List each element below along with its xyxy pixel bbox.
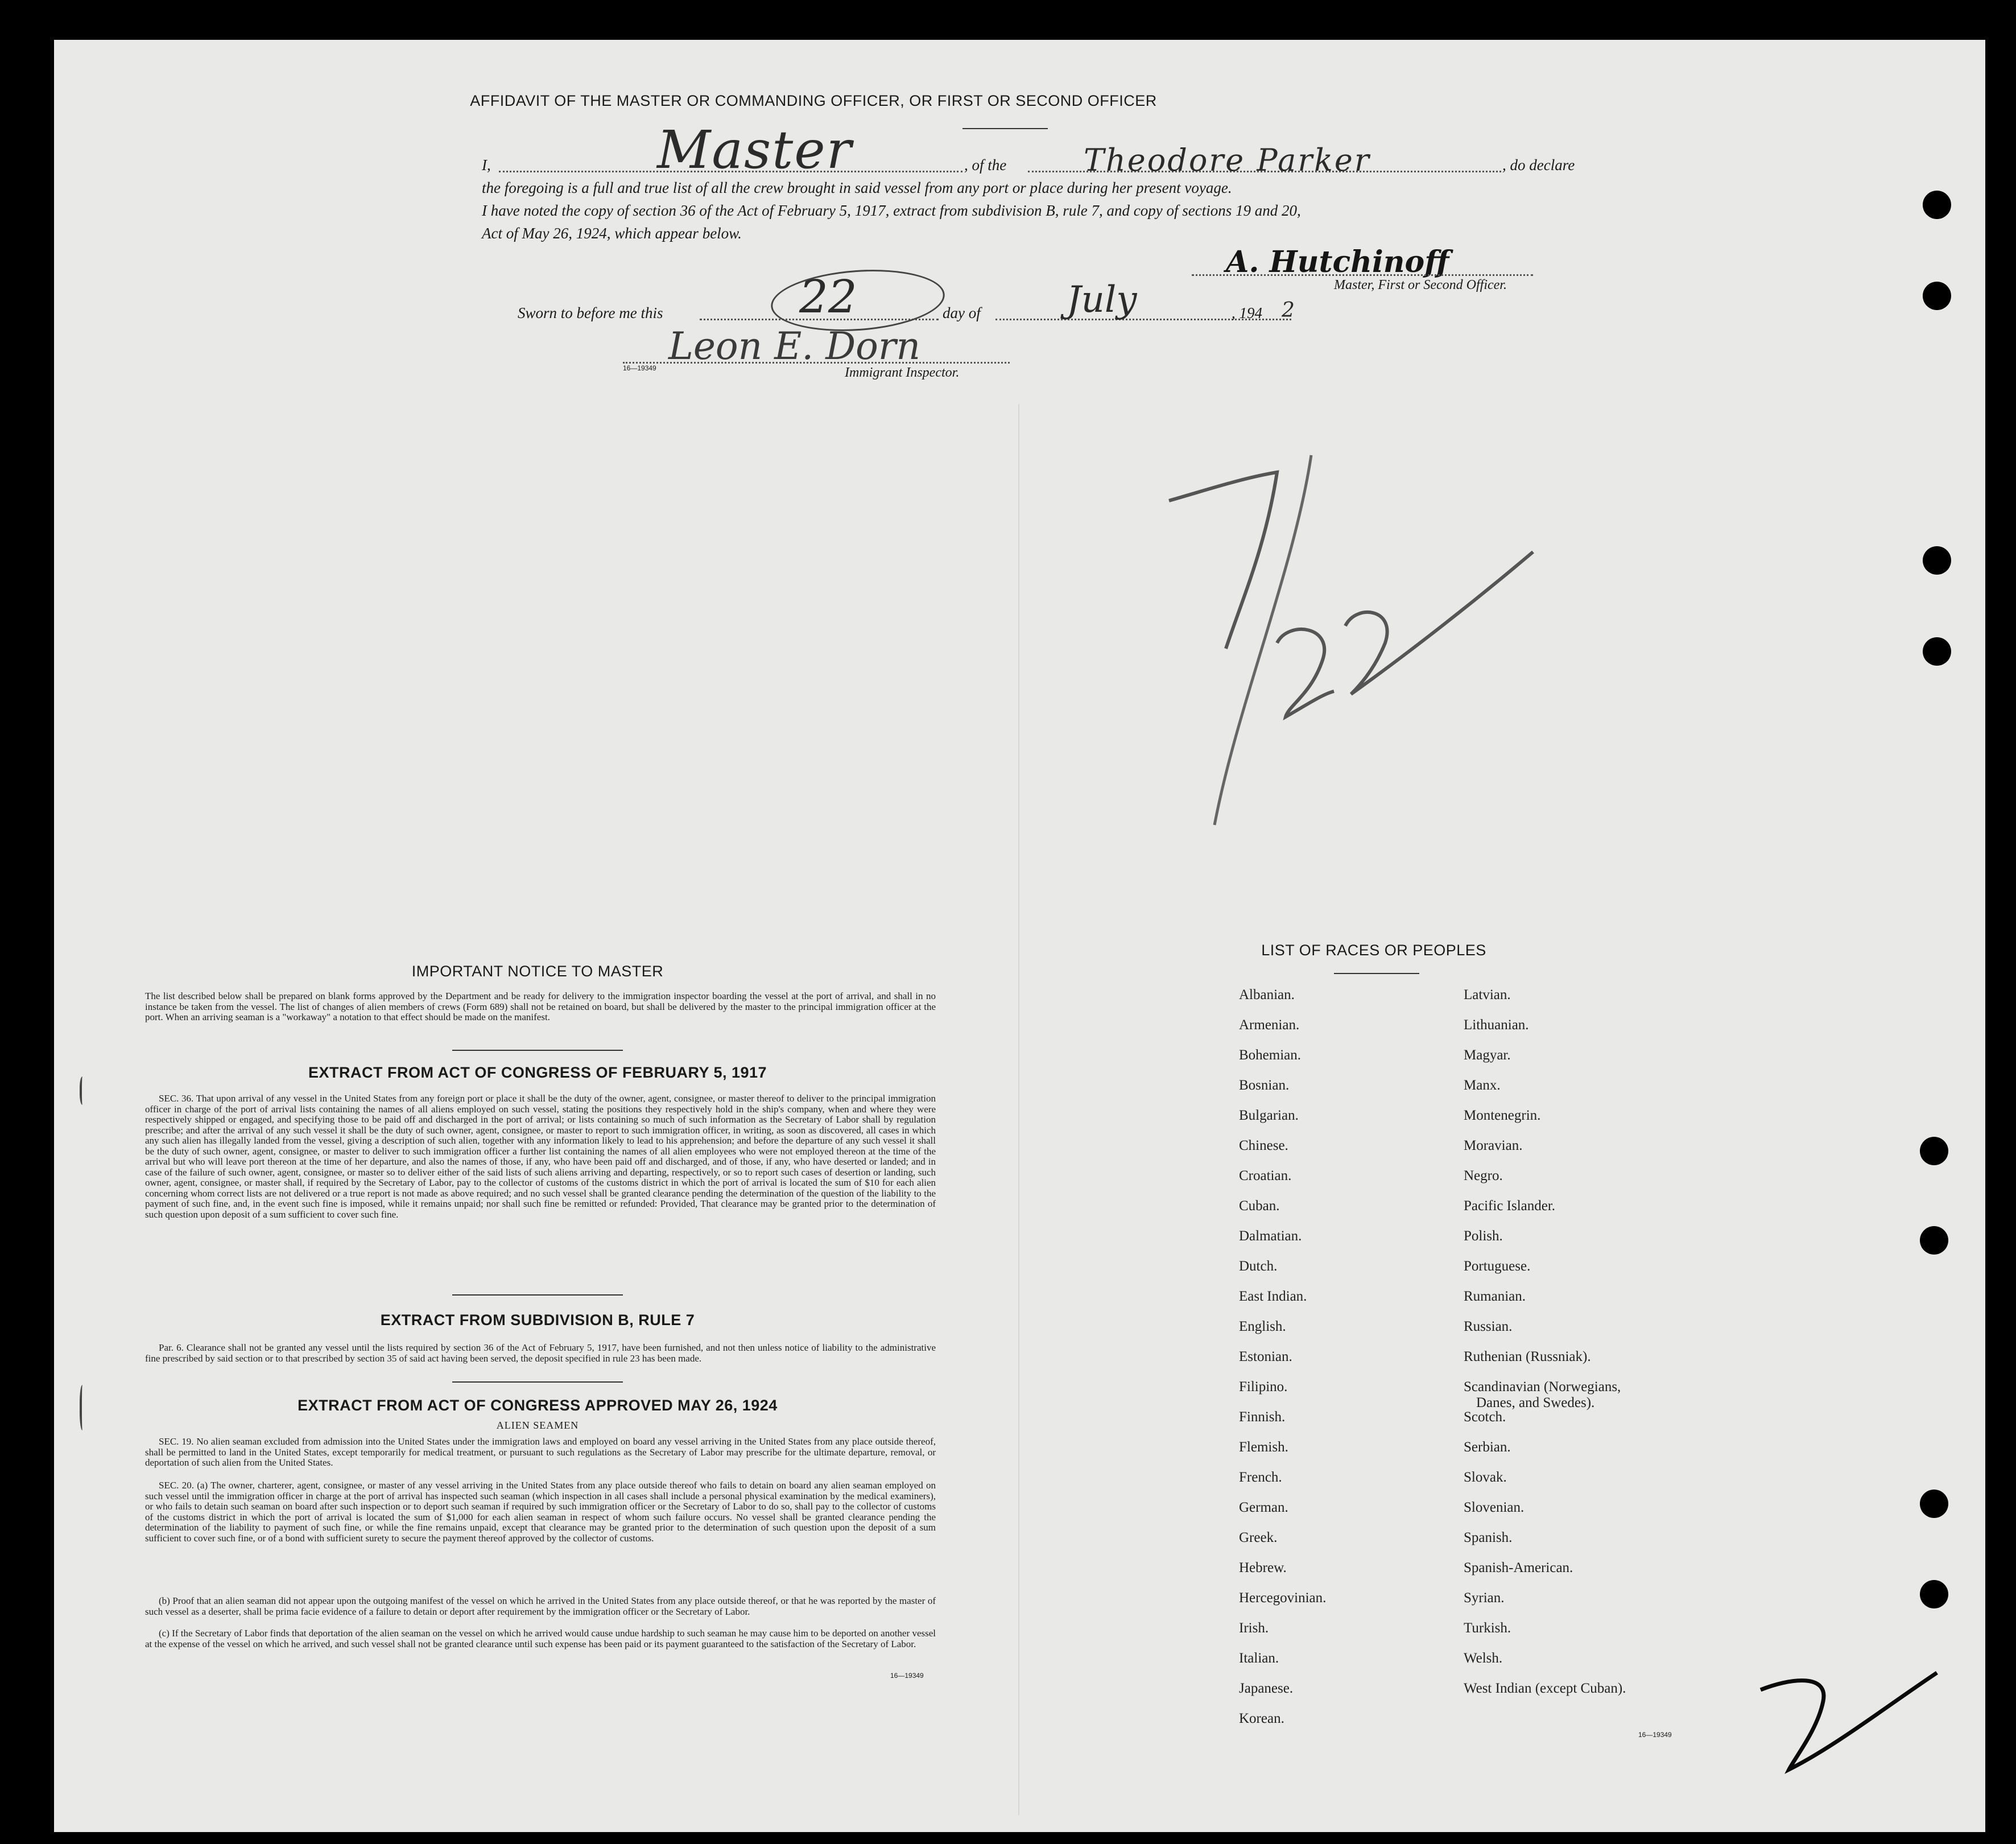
race-item: Spanish. xyxy=(1464,1530,1513,1545)
race-item: Ruthenian (Russniak). xyxy=(1464,1349,1591,1364)
affidavit-title: AFFIDAVIT OF THE MASTER OR COMMANDING OFFICER, OR FIRST OR SECOND OFFICER xyxy=(470,92,1157,109)
race-item: Russian. xyxy=(1464,1319,1513,1334)
page-crease xyxy=(1018,404,1019,1815)
race-item: Dutch. xyxy=(1239,1259,1278,1274)
race-item: East Indian. xyxy=(1239,1289,1307,1304)
section-19-text: SEC. 19. No alien seaman excluded from admission into the United States under the immigration laws and employed on board any vessel arriving in the United States from any place outside thereof, shall be permitted to land in the United States, except temporarily for medical treatment, or pursuant to such regulations as the Secretary of Labor may prescribe for the ultimate departure, removal, or deportation of such alien from the United States. xyxy=(145,1436,936,1468)
race-item: Montenegrin. xyxy=(1464,1108,1541,1123)
race-item: Serbian. xyxy=(1464,1439,1511,1455)
punch-hole xyxy=(1920,1226,1948,1255)
race-item: Hercegovinian. xyxy=(1239,1590,1327,1606)
race-item: Korean. xyxy=(1239,1711,1284,1726)
inspector-blank xyxy=(623,362,1010,364)
races-title: LIST OF RACES OR PEOPLES xyxy=(1261,942,1486,959)
race-item: Scotch. xyxy=(1464,1409,1506,1425)
race-item: Japanese. xyxy=(1239,1681,1294,1696)
margin-mark-1 xyxy=(80,1076,86,1105)
handwritten-month: July xyxy=(1067,279,1137,321)
section-20b-text: (b) Proof that an alien seaman did not appear upon the outgoing manifest of the vessel on which he arrived in the United States from any place outside thereof, or that he was reported by the master of such vessel as a deserter, shall be prima facie evidence of a failure to detain or deport after requirement by the immigration officer or the Secretary of Labor. xyxy=(145,1595,936,1617)
do-declare-label: , do declare xyxy=(1502,156,1575,174)
signature-blank xyxy=(1192,274,1533,276)
punch-hole xyxy=(1920,1580,1948,1608)
master-signature: A. Hutchinoff xyxy=(1226,245,1449,279)
of-the-label: , of the xyxy=(964,156,1007,174)
handwritten-vessel: Theodore Parker xyxy=(1084,142,1371,178)
race-item: Magyar. xyxy=(1464,1047,1511,1063)
race-item: Scandinavian (Norwegians, xyxy=(1464,1379,1621,1395)
race-item: Negro. xyxy=(1464,1168,1503,1183)
race-item: Bulgarian. xyxy=(1239,1108,1299,1123)
race-item: Manx. xyxy=(1464,1078,1501,1093)
extract-1917-body: SEC. 36. That upon arrival of any vessel in the United States from any foreign port or place it shall be the duty of the owner, agent, consignee, or master thereof to deliver to the principal immigration officer in charge of the port of arrival lists containing the names of all aliens employed on such vessel, stating the positions they respectively hold in the ship's company, when and where they were respectively shipped or engaged, and specifying those to be paid off and discharged in the port of arrival; or lists containing so much of such information as the Secretary of Labor shall by regulation prescribe; and after the arrival of any such vessel it shall be the duty of such owner, agent, consignee, or master to report to such immigration officer, in writing, as soon as discovered, all cases in which any such alien has illegally landed from the vessel, giving a description of such alien, together with any information likely to lead to his apprehension; and before the departure of any such vessel it shall be the duty of such owner, agent, consignee, or master to deliver to such immigration officer a further list containing the names of all alien employees who were not employed thereon at the time of the arrival but who will leave port thereon at the time of her departure, and also the names of those, if any, who have been paid off and discharged, and of those, if any, who have deserted or landed; and in case of the failure of such owner, agent, consignee, or master so to deliver either of the said lists of such aliens arriving and departing, respectively, or so to report such cases of desertion or landing, such owner, agent, consignee, or master shall, if required by the Secretary of Labor, pay to the collector of customs of the customs district in which the port of arrival is located the sum of $10 for each alien concerning whom correct lists are not delivered or a true report is not made as above required; and no such vessel shall be granted clearance pending the determination of the question of the liability to the payment of such fine, and, in the event such fine is imposed, while it remains unpaid; nor shall such fine be remitted or refunded: Provided, That clearance may be granted prior to the determination of such question upon deposit of a sum sufficient to cover such fine. xyxy=(145,1093,936,1220)
day-of-label: day of xyxy=(943,304,981,321)
punch-hole xyxy=(1923,546,1951,575)
race-item: Albanian. xyxy=(1239,987,1295,1003)
race-item: Bohemian. xyxy=(1239,1047,1302,1063)
race-item: Greek. xyxy=(1239,1530,1278,1545)
race-item: Latvian. xyxy=(1464,987,1511,1003)
extract-1917-title: EXTRACT FROM ACT OF CONGRESS OF FEBRUARY 5, 1917 xyxy=(308,1064,767,1081)
race-item: English. xyxy=(1239,1319,1286,1334)
title-divider xyxy=(962,128,1048,129)
race-item: West Indian (except Cuban). xyxy=(1464,1681,1626,1696)
races-form-number: 16—19349 xyxy=(1638,1731,1672,1739)
race-item: Bosnian. xyxy=(1239,1078,1290,1093)
sworn-label: Sworn to before me this xyxy=(518,304,663,321)
notice-title: IMPORTANT NOTICE TO MASTER xyxy=(411,963,664,980)
race-item: Armenian. xyxy=(1239,1017,1300,1033)
race-item: French. xyxy=(1239,1470,1282,1485)
extract-rule7-title: EXTRACT FROM SUBDIVISION B, RULE 7 xyxy=(380,1311,695,1329)
race-item: Slovenian. xyxy=(1464,1500,1525,1515)
race-item: Estonian. xyxy=(1239,1349,1292,1364)
extract-1924-title: EXTRACT FROM ACT OF CONGRESS APPROVED MAY 26, 1924 xyxy=(298,1397,778,1414)
race-item: Syrian. xyxy=(1464,1590,1505,1606)
extract-1924-subtitle: ALIEN SEAMEN xyxy=(496,1420,579,1431)
race-item: Cuban. xyxy=(1239,1198,1280,1214)
race-item: German. xyxy=(1239,1500,1288,1515)
notice-divider xyxy=(452,1050,623,1051)
race-item: Slovak. xyxy=(1464,1470,1507,1485)
document-page xyxy=(54,40,1985,1832)
affidavit-form-number: 16—19349 xyxy=(623,364,656,372)
race-item: Croatian. xyxy=(1239,1168,1292,1183)
races-divider xyxy=(1334,973,1419,974)
margin-mark-2 xyxy=(80,1385,86,1430)
race-item: Hebrew. xyxy=(1239,1560,1287,1575)
punch-hole xyxy=(1920,1137,1948,1165)
officer-caption: Master, First or Second Officer. xyxy=(1334,278,1507,292)
year-label: , 194 xyxy=(1232,304,1262,321)
handwritten-day: 22 xyxy=(799,270,857,323)
punch-hole xyxy=(1923,637,1951,666)
handwritten-rank: Master xyxy=(657,119,853,180)
race-item: Pacific Islander. xyxy=(1464,1198,1556,1214)
race-item: Welsh. xyxy=(1464,1651,1503,1666)
race-item: Portuguese. xyxy=(1464,1259,1531,1274)
inspector-caption: Immigrant Inspector. xyxy=(845,365,960,380)
race-item: Danes, and Swedes). xyxy=(1476,1395,1595,1410)
extract-divider-2 xyxy=(452,1381,623,1383)
race-item: Rumanian. xyxy=(1464,1289,1526,1304)
race-item: Polish. xyxy=(1464,1228,1503,1244)
pencil-date-mark xyxy=(1106,410,1550,853)
race-item: Turkish. xyxy=(1464,1620,1511,1636)
race-item: Dalmatian. xyxy=(1239,1228,1302,1244)
handwritten-year: 2 xyxy=(1282,299,1295,322)
affidavit-i-label: I, xyxy=(482,156,491,174)
extract-form-number: 16—19349 xyxy=(890,1672,924,1680)
inspector-signature: Leon E. Dorn xyxy=(668,324,920,368)
extract-rule7-body: Par. 6. Clearance shall not be granted any vessel until the lists required by section 36 of the Act of February 5, 1917, have been furnished, and not then unless notice of liability to the administrative fine prescribed by said section or to that prescribed by section 35 of said act having been served, the deposit specified in rule 23 has been made. xyxy=(145,1342,936,1364)
race-item: Moravian. xyxy=(1464,1138,1523,1153)
notice-body: The list described below shall be prepared on blank forms approved by the Department and be ready for delivery to the immigration inspector boarding the vessel at the port of arrival, and shall in no instance be taken from the vessel. The list of changes of alien members of crews (Form 689) shall not be retained on board, but shall be delivered by the master to the principal immigration officer at the port. When an arriving seaman is a "workaway" a notation to that effect should be made on the manifest. xyxy=(145,991,936,1022)
extract-divider-1 xyxy=(452,1294,623,1296)
pencil-check-mark xyxy=(1755,1656,1943,1787)
punch-hole xyxy=(1920,1490,1948,1518)
race-item: Chinese. xyxy=(1239,1138,1288,1153)
race-item: Flemish. xyxy=(1239,1439,1288,1455)
affidavit-line-4: Act of May 26, 1924, which appear below. xyxy=(482,225,742,242)
section-20a-text: SEC. 20. (a) The owner, charterer, agent, consignee, or master of any vessel arriving in the United States from any place outside thereof who fails to detain on board any alien seaman employed on such vessel until the immigration officer in charge at the port of arrival has inspected such seaman (which inspection in all cases shall include a personal physical examination by the medical examiners), or who fails to detain such seaman on board after such inspection or to deport such seaman if required by such immigration officer or the Secretary of Labor to do so, shall pay to the collector of customs of the customs district in which the port of arrival is located the sum of $1,000 for each alien seaman in respect of whom such failure occurs. No vessel shall be granted clearance pending the determination of the liability to payment of such fine, or while the fine remains unpaid, except that clearance may be granted prior to the determination of such question upon the deposit of a sum sufficient to cover such fine, or of a bond with sufficient surety to secure the payment thereof approved by the collector of customs. xyxy=(145,1480,936,1544)
race-item: Irish. xyxy=(1239,1620,1269,1636)
punch-hole xyxy=(1923,282,1951,310)
race-item: Finnish. xyxy=(1239,1409,1286,1425)
race-item: Filipino. xyxy=(1239,1379,1288,1395)
race-item: Spanish-American. xyxy=(1464,1560,1573,1575)
section-20c-text: (c) If the Secretary of Labor finds that deportation of the alien seaman on the vessel on which he arrived would cause undue hardship to such seaman he may cause him to be deported on another vessel at the expense of the vessel on which he arrived, and such vessel shall not be granted clearance until such expense has been paid or its payment guaranteed to the satisfaction of the Secretary of Labor. xyxy=(145,1628,936,1649)
punch-hole xyxy=(1923,191,1951,219)
race-item: Italian. xyxy=(1239,1651,1279,1666)
affidavit-line-3: I have noted the copy of section 36 of the Act of February 5, 1917, extract from subdivision B, rule 7, and copy of sections 19 and 20, xyxy=(482,202,1301,219)
affidavit-line-2: the foregoing is a full and true list of all the crew brought in said vessel from any port or place during her present voyage. xyxy=(482,179,1232,196)
race-item: Lithuanian. xyxy=(1464,1017,1529,1033)
